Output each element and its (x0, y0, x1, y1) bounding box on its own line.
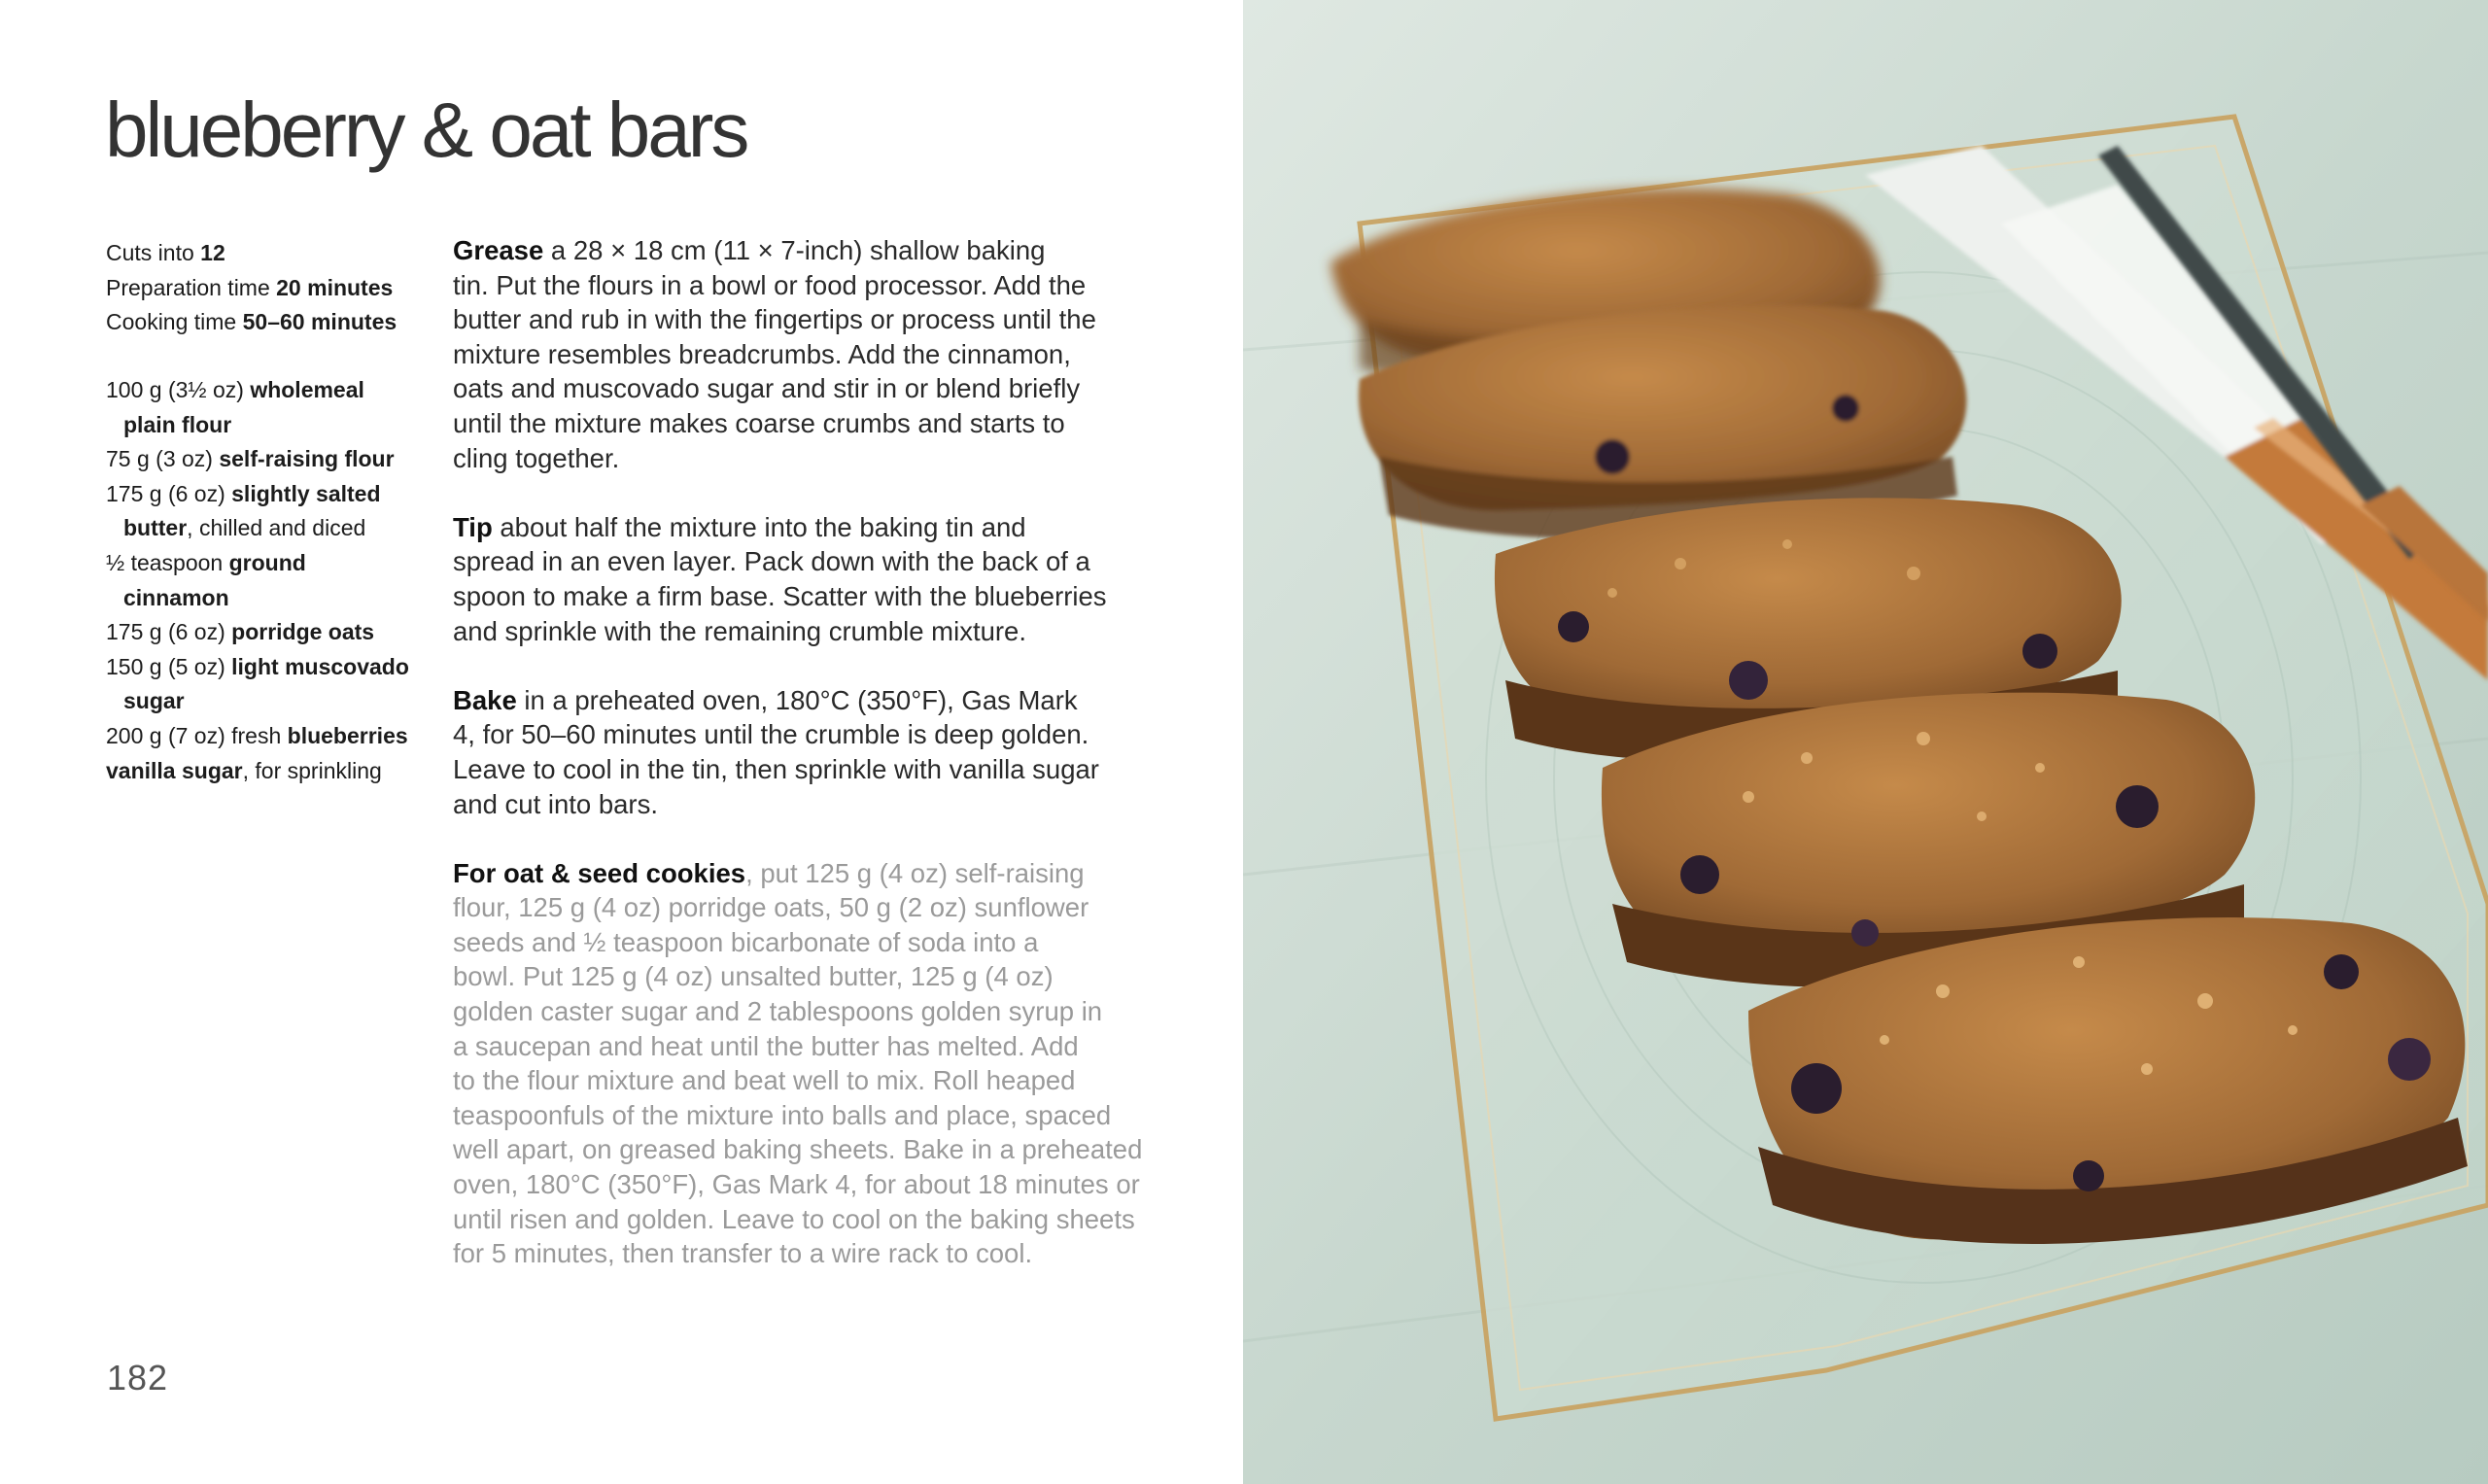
ingredient-name: light muscovado (231, 653, 409, 679)
recipe-title: blueberry & oat bars (105, 86, 747, 173)
method-step-grease (453, 233, 1133, 475)
text-line: to the flour mixture and beat well to mix. Roll heaped (453, 1065, 1076, 1096)
ingredient-qty: 175 g (6 oz) (106, 619, 232, 645)
text-line: until the mixture makes coarse crumbs and starts to (453, 407, 1065, 438)
text-line: a saucepan and heat until the butter has melted. Add (453, 1030, 1079, 1061)
text-line: bowl. Put 125 g (4 oz) unsalted butter, 125 g (4 oz) (453, 961, 1054, 992)
ingredient-continuation (106, 581, 436, 616)
text-line: spread in an even layer. Pack down with the back of a (453, 546, 1090, 577)
text-run: , put 125 g (4 oz) self-raising (745, 857, 1085, 888)
text-run: in a preheated oven, 180°C (350°F), Gas Mark (516, 684, 1078, 715)
ingredient-item (106, 754, 436, 789)
prep-time-line (106, 271, 436, 306)
text-line: cling together. (453, 442, 620, 473)
ingredient-qty: 75 g (3 oz) (106, 446, 220, 472)
text-line: teaspoonfuls of the mixture into balls and place, spaced (453, 1099, 1112, 1130)
text-line (453, 683, 1133, 718)
text-line: butter and rub in with the fingertips or process until the (453, 304, 1096, 335)
text-line: and sprinkle with the remaining crumble mixture. (453, 615, 1026, 646)
text-line (453, 233, 1133, 268)
text-line: and cut into bars. (453, 788, 658, 819)
text-line: golden caster sugar and 2 tablespoons golden syrup in (453, 996, 1103, 1027)
variation-lead: For oat & seed cookies (453, 857, 746, 888)
meta-value: 12 (200, 240, 225, 265)
text-line: spoon to make a firm base. Scatter with the blueberries (453, 580, 1107, 611)
ingredient-qty: 175 g (6 oz) (106, 480, 232, 506)
ingredient-name: self-raising flour (219, 446, 395, 472)
text-run: a 28 × 18 cm (11 × 7-inch) shallow baking (543, 235, 1046, 265)
ingredient-qty: 200 g (7 oz) fresh (106, 722, 288, 748)
meta-label: Preparation time (106, 274, 277, 300)
variation-oat-seed-cookies (453, 856, 1143, 1271)
text-line: flour, 125 g (4 oz) porridge oats, 50 g (2 oz) sunflower (453, 892, 1089, 923)
ingredient-item (106, 373, 436, 442)
ingredient-qty: 100 g (3½ oz) (106, 377, 251, 402)
ingredient-qty: ½ teaspoon (106, 549, 229, 575)
recipe-page (0, 0, 1243, 1484)
meta-value: 50–60 minutes (242, 309, 397, 335)
ingredient-name: cinnamon (123, 584, 229, 610)
text-line: mixture resembles breadcrumbs. Add the cinnamon, (453, 338, 1071, 369)
ingredient-name: porridge oats (231, 619, 375, 645)
yield-line (106, 236, 436, 271)
recipe-photo (1243, 0, 2488, 1484)
ingredient-name: vanilla sugar (106, 757, 243, 783)
text-line (453, 510, 1133, 545)
ingredient-name: blueberries (287, 722, 408, 748)
text-line (453, 856, 1133, 891)
ingredient-item (106, 477, 436, 546)
text-line: 4, for 50–60 minutes until the crumble is deep golden. (453, 719, 1089, 750)
ingredient-continuation (106, 511, 436, 546)
text-run: about half the mixture into the baking tin and (492, 511, 1026, 542)
text-line: oven, 180°C (350°F), Gas Mark 4, for about 18 minutes or (453, 1169, 1140, 1200)
ingredient-qty: 150 g (5 oz) (106, 653, 232, 679)
method-step-bake (453, 683, 1133, 821)
cook-time-line (106, 305, 436, 340)
ingredient-item (106, 615, 436, 650)
text-line: oats and muscovado sugar and stir in or blend briefly (453, 373, 1081, 404)
method-section (453, 233, 1143, 1305)
ingredient-rest: , chilled and diced (187, 515, 366, 541)
text-line: Leave to cool in the tin, then sprinkle with vanilla sugar (453, 753, 1099, 784)
page-number: 182 (107, 1358, 169, 1398)
ingredients-list (106, 373, 436, 788)
text-line: seeds and ½ teaspoon bicarbonate of soda into a (453, 926, 1039, 957)
ingredient-name: butter (123, 515, 188, 541)
ingredient-name: plain flour (123, 411, 232, 437)
ingredient-continuation (106, 408, 436, 443)
ingredient-continuation (106, 684, 436, 719)
meta-label: Cuts into (106, 240, 201, 265)
ingredient-rest: , for sprinkling (242, 757, 382, 783)
recipe-meta (106, 236, 436, 340)
text-line: for 5 minutes, then transfer to a wire rack to cool. (453, 1238, 1033, 1269)
text-line: tin. Put the flours in a bowl or food processor. Add the (453, 269, 1087, 300)
step-lead: Tip (453, 511, 493, 542)
step-lead: Grease (453, 235, 544, 265)
meta-value: 20 minutes (276, 274, 394, 300)
ingredient-name: ground (228, 549, 306, 575)
meta-label: Cooking time (106, 309, 243, 335)
ingredient-item (106, 719, 436, 754)
text-line: well apart, on greased baking sheets. Bake in a preheated (453, 1134, 1143, 1165)
ingredient-name: wholemeal (250, 377, 364, 402)
ingredient-item (106, 650, 436, 719)
text-line: until risen and golden. Leave to cool on the baking sheets (453, 1203, 1135, 1234)
ingredient-item (106, 546, 436, 615)
photo-illustration (1243, 0, 2488, 1484)
ingredient-name: sugar (123, 688, 185, 714)
method-step-tip (453, 510, 1133, 648)
ingredient-name: slightly salted (231, 480, 381, 506)
ingredient-item (106, 442, 436, 477)
step-lead: Bake (453, 684, 517, 715)
